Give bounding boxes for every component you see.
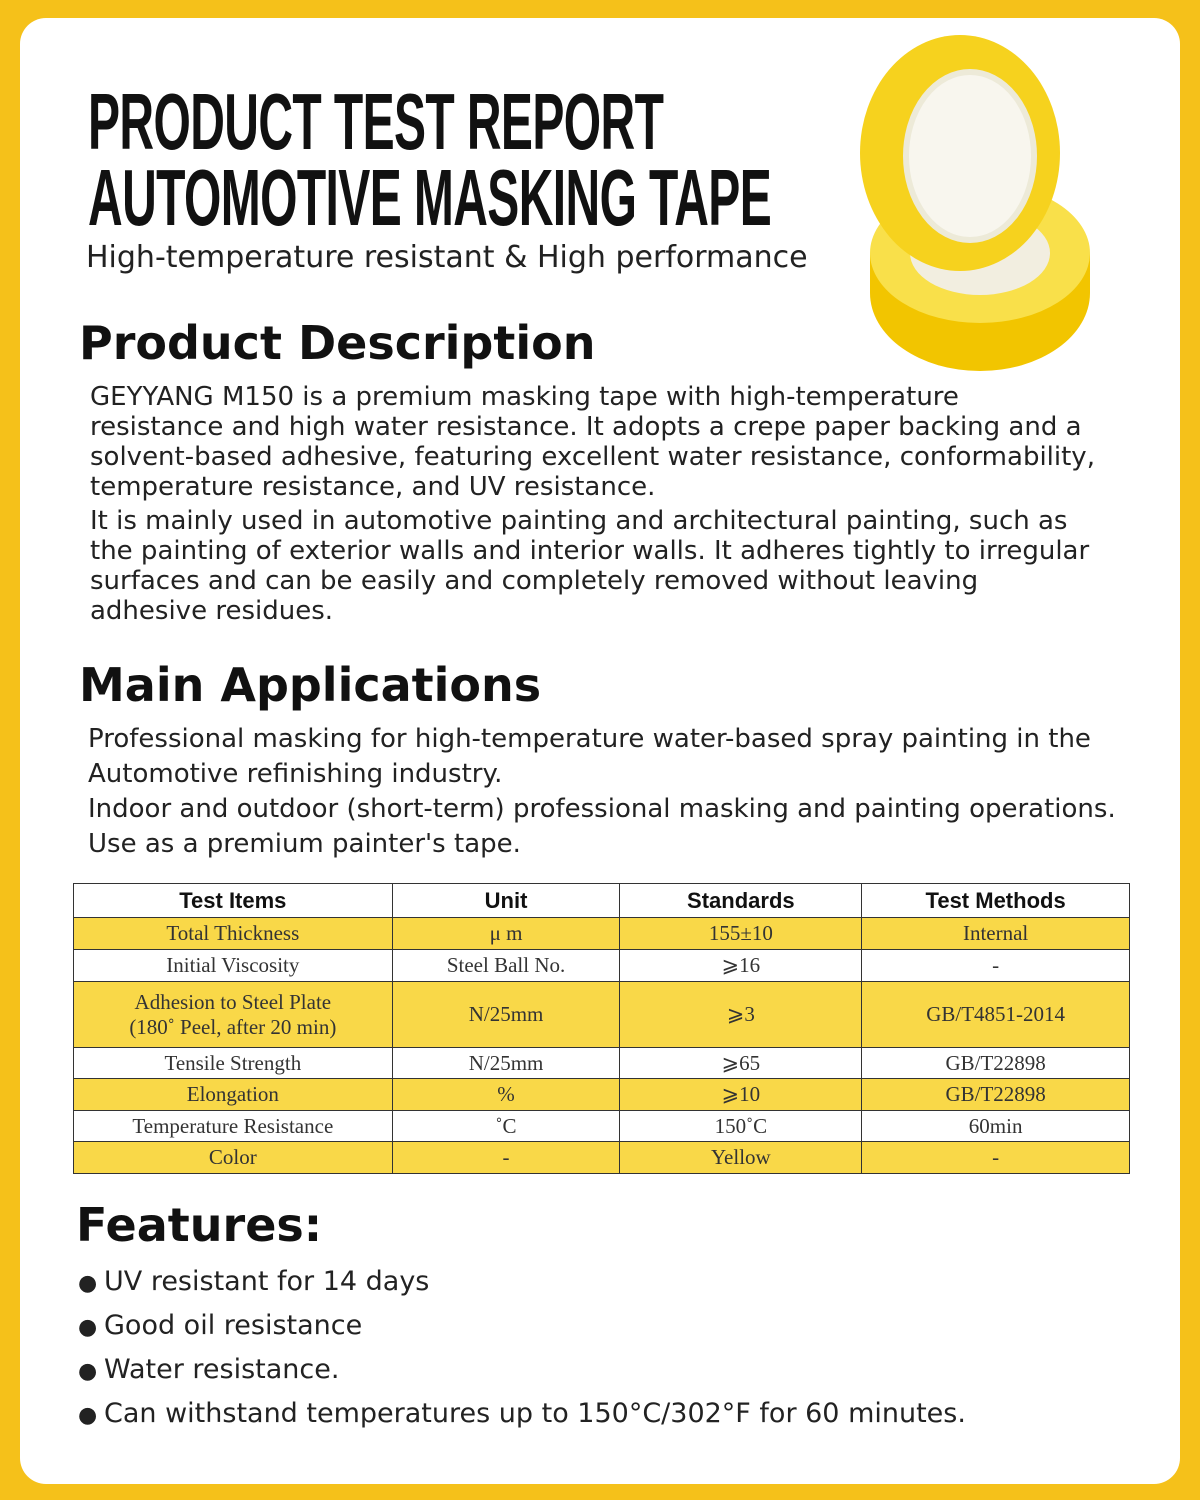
- description-paragraph: GEYYANG M150 is a premium masking tape with high-temperature resistance and high water resistance. It adopts a crepe paper backing and a solvent-based adhesive, featuring excellent water resistance, conformability, temperature resistance, and UV resistance.: [90, 382, 1095, 502]
- application-paragraph: Professional masking for high-temperature water-based spray painting in the Automotive refinishing industry.: [88, 724, 1091, 789]
- cell: %: [392, 1079, 620, 1111]
- bullet-icon: ●: [78, 1403, 98, 1428]
- cell: -: [862, 1142, 1130, 1174]
- cell: 150˚C: [620, 1111, 862, 1142]
- feature-text: Can withstand temperatures up to 150°C/302°F for 60 minutes.: [104, 1398, 966, 1429]
- table-row: [74, 950, 1130, 982]
- cell: Internal: [862, 918, 1130, 950]
- bullet-icon: ●: [78, 1359, 98, 1384]
- cell: N/25mm: [392, 982, 620, 1048]
- title-line-2: AUTOMOTIVE MASKING TAPE: [88, 153, 772, 242]
- list-item: [78, 1398, 966, 1442]
- table-header-row: [74, 884, 1130, 918]
- table-row: [74, 918, 1130, 950]
- cell: μ m: [392, 918, 620, 950]
- product-description-heading: Product Description: [79, 316, 596, 370]
- cell: Yellow: [620, 1142, 862, 1174]
- description-paragraph: It is mainly used in automotive painting and architectural painting, such as the painting of exterior walls and interior walls. It adheres tightly to irregular surfaces and can be easily and completely removed without leaving adhesive residues.: [90, 506, 1090, 626]
- table-row: [74, 982, 1130, 1048]
- title-line-1: PRODUCT TEST REPORT: [88, 77, 664, 166]
- tape-roll-image: [820, 28, 1100, 378]
- cell: N/25mm: [392, 1048, 620, 1079]
- header-test-methods: Test Methods: [862, 884, 1130, 918]
- cell: ⩾10: [620, 1079, 862, 1111]
- cell: ⩾65: [620, 1048, 862, 1079]
- list-item: [78, 1354, 966, 1398]
- main-applications-text: [88, 722, 1118, 862]
- list-item: [78, 1310, 966, 1354]
- test-report-table: [73, 883, 1130, 1174]
- feature-text: UV resistant for 14 days: [104, 1266, 430, 1297]
- cell: Color: [74, 1142, 393, 1174]
- cell: Total Thickness: [74, 918, 393, 950]
- header-test-items: Test Items: [74, 884, 393, 918]
- header-unit: Unit: [392, 884, 620, 918]
- subtitle: High-temperature resistant & High performance: [86, 240, 808, 275]
- cell: ˚C: [392, 1111, 620, 1142]
- main-applications-heading: Main Applications: [79, 658, 542, 712]
- table-row: [74, 1142, 1130, 1174]
- cell: -: [392, 1142, 620, 1174]
- feature-text: Good oil resistance: [104, 1310, 363, 1341]
- list-item: [78, 1266, 966, 1310]
- cell: GB/T4851-2014: [862, 982, 1130, 1048]
- features-list: [78, 1266, 966, 1442]
- bullet-icon: ●: [78, 1315, 98, 1340]
- product-description-text: [90, 382, 1100, 626]
- cell: Initial Viscosity: [74, 950, 393, 982]
- cell: Tensile Strength: [74, 1048, 393, 1079]
- table-row: [74, 1079, 1130, 1111]
- cell: Elongation: [74, 1079, 393, 1111]
- cell: Adhesion to Steel Plate (180˚ Peel, after 20 min): [74, 982, 393, 1048]
- cell: ⩾3: [620, 982, 862, 1048]
- cell: GB/T22898: [862, 1048, 1130, 1079]
- cell: -: [862, 950, 1130, 982]
- cell: GB/T22898: [862, 1079, 1130, 1111]
- cell: 155±10: [620, 918, 862, 950]
- cell: Temperature Resistance: [74, 1111, 393, 1142]
- cell: Steel Ball No.: [392, 950, 620, 982]
- application-paragraph: Indoor and outdoor (short-term) professional masking and painting operations. Use as a premium painter's tape.: [88, 794, 1116, 859]
- table-row: [74, 1048, 1130, 1079]
- cell: ⩾16: [620, 950, 862, 982]
- feature-text: Water resistance.: [104, 1354, 340, 1385]
- table-row: [74, 1111, 1130, 1142]
- cell: 60min: [862, 1111, 1130, 1142]
- features-heading: Features:: [76, 1198, 323, 1252]
- header-standards: Standards: [620, 884, 862, 918]
- bullet-icon: ●: [78, 1271, 98, 1296]
